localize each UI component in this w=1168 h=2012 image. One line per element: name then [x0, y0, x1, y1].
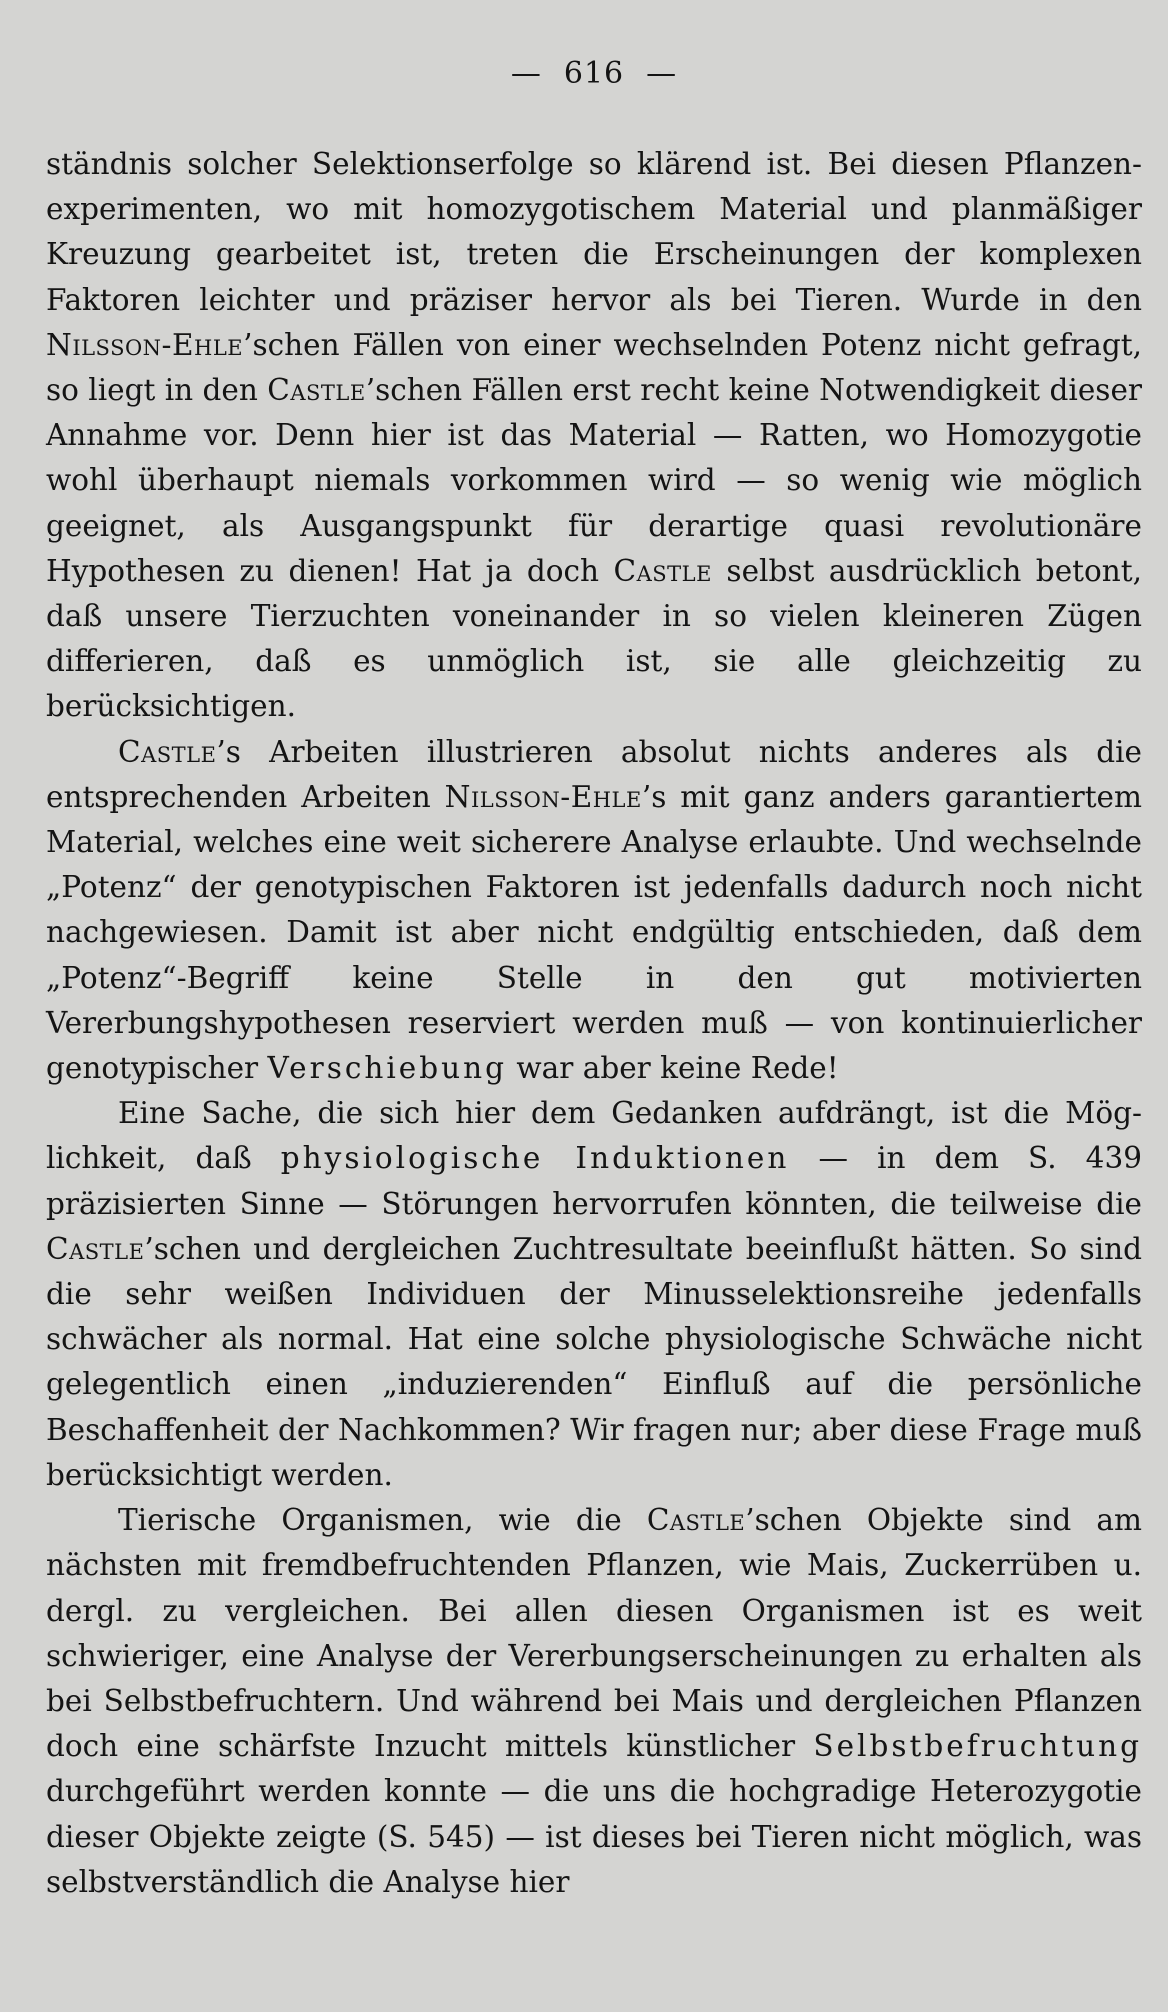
text-run: ’s Arbeiten illustrieren absolut nichts anderes als die entsprechenden Arbeiten [46, 734, 1142, 814]
text-run: Tierische Organismen, wie die [118, 1503, 647, 1538]
text-run: — in dem S. 439 präzisierten Sinne — Störungen hervorrufen könnten, die teilweise die [46, 1141, 1142, 1221]
paragraph [46, 142, 1142, 730]
text-run: Eine Sache, die sich hier dem Gedanken aufdrängt, ist die Möglichkeit, daß [46, 1096, 1142, 1176]
text-run: durchgeführt werden konnte — die uns die hochgradige Heterozygotie dieser Objekte zeigte (S. 545) — ist dieses bei Tieren nicht möglich, was selbstverständlich die Analyse hier [46, 1774, 1142, 1899]
text-run: ’schen und dergleichen Zuchtresultate beeinflußt hätten. So sind die sehr weißen Individuen der Minusselektionsreihe jedenfalls schwächer als normal. Hat eine solche physiologische Schwäche nicht gelegentlich einen „induzierenden“ Einfluß auf die persönliche Beschaffenheit der Nachkommen? Wir fragen nur; aber diese Frage muß berücksichtigt werden. [46, 1231, 1142, 1492]
body-text [46, 142, 1142, 1905]
spaced-emphasis: physiologische Induktionen [280, 1141, 790, 1176]
author-name: Nilsson-Ehle [444, 779, 642, 814]
dash-right: — [646, 56, 678, 91]
text-run: ’schen Objekte sind am nächsten mit fremdbefruchtenden Pflanzen, wie Mais, Zuckerrüben u. dergl. zu vergleichen. Bei allen diesen Organismen ist es weit schwieriger, eine Analyse der Vererbungserscheinungen zu erhalten als bei Selbstbefruchtern. Und während bei Mais und dergleichen Pflanzen doch eine schärfste Inzucht mittels künstlicher [46, 1503, 1142, 1764]
spaced-emphasis: Verschiebung [267, 1051, 508, 1086]
author-name: Castle [118, 734, 217, 769]
page-number [46, 52, 1142, 96]
text-run: ’schen Fällen erst recht keine Notwendigkeit dieser Annahme vor. Denn hier ist das Material — Ratten, wo Homozygotie wohl überhaupt niemals vorkommen wird — so wenig wie möglich geeignet, als Ausgangspunkt für derartige quasi revolutionäre Hypothesen zu dienen! Hat ja doch [46, 373, 1143, 588]
spaced-emphasis: Selbstbefruchtung [813, 1729, 1142, 1764]
paragraph [46, 1091, 1142, 1498]
paragraph [46, 1498, 1142, 1905]
author-name: Nilsson-Ehle [46, 327, 244, 362]
text-run: ’s mit ganz anders garantiertem Material, welches eine weit sicherere Analyse erlaubte. Und wechselnde „Potenz“ der genotypischen Faktoren ist jedenfalls dadurch noch nicht nachgewiesen. Damit ist aber nicht endgültig entschieden, daß dem „Potenz“-Begriff keine Stelle in den gut motivierten Vererbungshypothesen reserviert werden muß — von kontinuierlicher genotypischer [46, 779, 1142, 1086]
paragraph [46, 730, 1142, 1092]
author-name: Castle [646, 1503, 746, 1538]
dash-left: — [510, 56, 542, 91]
author-name: Castle [46, 1231, 145, 1266]
author-name: Castle [267, 373, 366, 408]
page-number-value: 616 [563, 56, 625, 91]
text-run: selbst ausdrücklich betont, daß unsere Tierzuchten voneinander in so vielen kleineren Zügen differieren, daß es unmöglich ist, sie alle gleichzeitig zu berücksichtigen. [46, 553, 1142, 724]
author-name: Castle [613, 553, 712, 588]
text-run: ständnis solcher Selektionserfolge so klärend ist. Bei diesen Pflanzenexperimenten, wo mit homozygotischem Material und planmäßiger Kreuzung gearbeitet ist, treten die Erscheinungen der komplexen Faktoren leichter und präziser hervor als bei Tieren. Wurde in den [46, 147, 1142, 317]
text-run: ’schen Fällen von einer wechselnden Potenz nicht gefragt, so liegt in den [46, 327, 1142, 408]
text-run: war aber keine Rede! [507, 1051, 839, 1086]
